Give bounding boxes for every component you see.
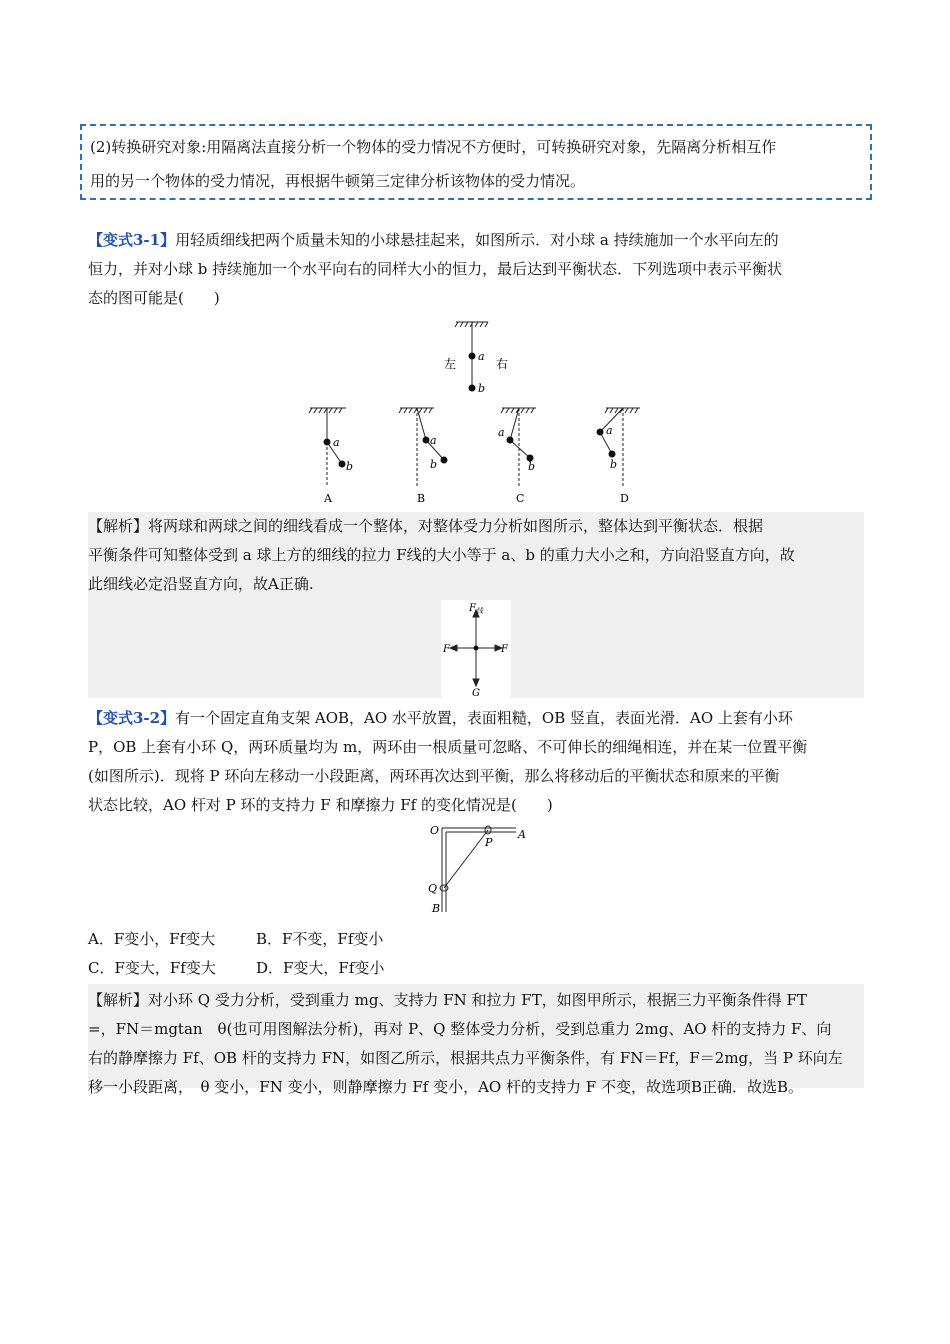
option-a-ball-a: a xyxy=(333,436,340,449)
option-b[interactable]: B．F不变，Ff变小 xyxy=(256,930,384,948)
analysis-3-1 xyxy=(88,512,864,599)
force-top-sub: 线 xyxy=(475,607,483,615)
analysis-line-2: =，FN＝mgtan θ(也可用图解法分析)，再对 P、Q 整体受力分析，受到总重力 2mg、AO 杆的支持力 F、向 xyxy=(88,1020,832,1038)
question-tag: 【变式3-1】 xyxy=(88,231,176,249)
force-bottom-label: G xyxy=(472,688,480,698)
analysis-3-2 xyxy=(88,986,864,1102)
option-d-ball-b: b xyxy=(610,458,618,471)
point-o-label: O xyxy=(430,824,440,837)
analysis-tag: 【解析】 xyxy=(88,991,149,1009)
option-b-label: B xyxy=(417,492,426,505)
question-line-2: 恒力，并对小球 b 持续施加一个水平向右的同样大小的恒力，最后达到平衡状态．下列选项中表示平衡状 xyxy=(88,260,783,278)
option-d-label: D xyxy=(620,492,629,505)
point-a-label: A xyxy=(518,828,526,841)
option-d-ball-a: a xyxy=(606,424,613,437)
question-tag: 【变式3-2】 xyxy=(88,709,176,727)
option-b-ball-a: a xyxy=(430,434,437,447)
force-right-label: F xyxy=(501,644,508,655)
analysis-line-1: 将两球和两球之间的细线看成一个整体，对整体受力分析如图所示，整体达到平衡状态．根据 xyxy=(148,517,764,535)
question-line-1: 有一个固定直角支架 AOB，AO 水平放置，表面粗糙，OB 竖直，表面光滑．AO 上套有小环 xyxy=(175,709,793,727)
tip-line-2: 用的另一个物体的受力情况，再根据牛顿第三定律分析该物体的受力情况。 xyxy=(90,172,586,190)
tip-line-1: (2)转换研究对象:用隔离法直接分析一个物体的受力情况不方便时，可转换研究对象，先隔离分析相互作 xyxy=(90,138,777,156)
question-3-1 xyxy=(88,226,864,313)
option-a[interactable]: A．F变小，Ff变大 xyxy=(88,930,216,948)
point-p-label: P xyxy=(485,836,493,849)
analysis-line-4: 移一小段距离， θ 变小，FN 变小，则静摩擦力 Ff 变小，AO 杆的支持力 F 不变，故选项B正确．故选B。 xyxy=(88,1078,803,1096)
option-c-ball-b: b xyxy=(528,460,536,473)
analysis-line-3: 右的静摩擦力 Ff、OB 杆的支持力 FN，如图乙所示，根据共点力平衡条件，有 FN＝Ff，F＝2mg，当 P 环向左 xyxy=(88,1049,843,1067)
hanging-balls-figure xyxy=(300,316,650,510)
analysis-line-1: 对小环 Q 受力分析，受到重力 mg、支持力 FN 和拉力 FT，如图甲所示，根据三力平衡条件得 FT xyxy=(148,991,807,1009)
question-line-4: 状态比较，AO 杆对 P 环的支持力 F 和摩擦力 Ff 的变化情况是( ) xyxy=(88,796,553,814)
options-row-1 xyxy=(88,928,383,949)
options-row-2 xyxy=(88,957,384,978)
option-c-ball-a: a xyxy=(498,426,505,439)
analysis-tag: 【解析】 xyxy=(88,517,149,535)
right-angle-frame-figure xyxy=(424,820,534,916)
left-label: 左 xyxy=(444,357,457,371)
option-a-label: A xyxy=(324,492,332,505)
question-line-3: 态的图可能是( ) xyxy=(88,289,220,307)
svg-text:F线 xyxy=(468,603,484,615)
point-q-label: Q xyxy=(428,882,438,895)
option-b-ball-b: b xyxy=(430,458,438,471)
question-3-2 xyxy=(88,704,864,820)
option-d[interactable]: D．F变大，Ff变小 xyxy=(256,959,385,977)
tip-box xyxy=(80,124,872,200)
right-label: 右 xyxy=(496,357,509,371)
point-b-label: B xyxy=(432,902,441,915)
analysis-line-3: 此细线必定沿竖直方向，故A正确. xyxy=(88,575,314,593)
force-top-label: F xyxy=(469,603,476,614)
question-line-1: 用轻质细线把两个质量未知的小球悬挂起来，如图所示．对小球 a 持续施加一个水平向左的 xyxy=(175,231,779,249)
force-diagram xyxy=(441,600,511,698)
question-line-2: P，OB 上套有小环 Q，两环质量均为 m，两环由一根质量可忽略、不可伸长的细绳相连，并在某一位置平衡 xyxy=(88,738,808,756)
question-line-3: (如图所示)．现将 P 环向左移动一小段距离，两环再次达到平衡，那么将移动后的平衡状态和原来的平衡 xyxy=(88,767,780,785)
force-left-label: F xyxy=(443,644,450,655)
option-a-ball-b: b xyxy=(346,460,354,473)
ball-a-label: a xyxy=(478,350,485,363)
option-c[interactable]: C．F变大，Ff变大 xyxy=(88,959,216,977)
ball-b-label: b xyxy=(478,382,486,395)
option-c-label: C xyxy=(516,492,525,505)
analysis-line-2: 平衡条件可知整体受到 a 球上方的细线的拉力 F线的大小等于 a、b 的重力大小之和，方向沿竖直方向，故 xyxy=(88,546,795,564)
